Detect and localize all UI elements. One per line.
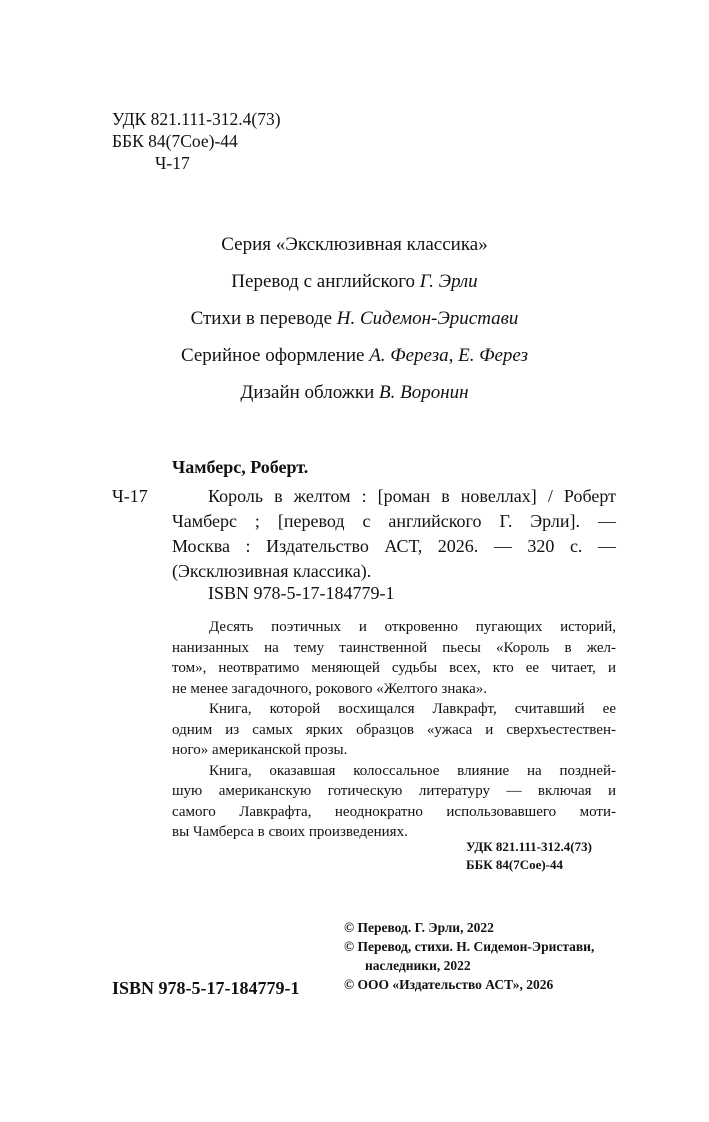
series-designer-name: А. Фереза, Е. Ферез <box>369 345 529 366</box>
cover-design-line <box>0 374 709 411</box>
poems-label: Стихи в переводе <box>190 308 333 329</box>
annotation-line: Книга, оказавшая колоссальное влияние на поздней- <box>209 762 616 779</box>
translation-label: Перевод с английского <box>231 271 416 292</box>
classification-block <box>112 108 281 174</box>
bib-line: (Эксклюзивная классика). <box>172 561 372 581</box>
copyright-translation: © Перевод. Г. Эрли, 2022 <box>344 920 494 935</box>
bib-line: Чамберс ; [перевод с английского Г. Эрли]. — <box>172 511 616 531</box>
annotation-line: том», неотвратимо меняющей судьбы всех, кто ее читает, и <box>172 660 616 676</box>
udk-code-bottom: УДК 821.111-312.4(73) <box>466 839 592 854</box>
copyright-poems: © Перевод, стихи. Н. Сидемон-Эристави, <box>344 939 595 954</box>
series-design-label: Серийное оформление <box>180 345 365 366</box>
bib-line: Король в желтом : [роман в новеллах] / Роберт <box>208 486 616 506</box>
copyright-poems-continuation: наследники, 2022 <box>365 958 471 973</box>
bbk-code: ББК 84(7Сое)-44 <box>112 131 238 151</box>
annotation-line: шую американскую готическую литературу — включая и <box>172 783 616 799</box>
isbn-line: ISBN 978-5-17-184779-1 <box>208 583 395 603</box>
annotation-line: самого Лавкрафта, неоднократно использовавшего моти- <box>172 803 616 820</box>
author-mark: Ч-17 <box>155 153 190 173</box>
bibliography-code: Ч-17 <box>112 486 148 506</box>
annotation-line: нанизанных на тему таинственной пьесы «Король в жел- <box>172 639 616 656</box>
isbn-footer: ISBN 978-5-17-184779-1 <box>112 978 300 998</box>
annotation-line: Книга, которой восхищался Лавкрафт, считавший ее <box>209 701 616 717</box>
bbk-code-bottom: ББК 84(7Сое)-44 <box>466 857 564 872</box>
annotation-line: не менее загадочного, рокового «Желтого знака». <box>172 680 487 697</box>
bib-line: Москва : Издательство АСТ, 2026. — 320 с. — <box>172 536 616 556</box>
cover-designer-name: В. Воронин <box>379 382 469 403</box>
copyright-publisher: © ООО «Издательство АСТ», 2026 <box>344 977 554 992</box>
author-heading: Чамберс, Роберт. <box>172 457 309 477</box>
cover-design-label: Дизайн обложки <box>240 382 375 403</box>
series-line: Серия «Эксклюзивная классика» <box>221 234 488 255</box>
translator-name: Г. Эрли <box>419 271 478 292</box>
annotation-line: Десять поэтичных и откровенно пугающих историй, <box>209 619 616 635</box>
annotation-line: ного» американской прозы. <box>172 742 348 758</box>
poems-line <box>0 300 709 337</box>
credits-block <box>0 226 709 411</box>
annotation-line: вы Чамберса в своих произведениях. <box>172 824 408 840</box>
translation-line <box>0 263 709 300</box>
bibliographic-description <box>172 484 616 584</box>
poems-translator-name: Н. Сидемон-Эристави <box>336 308 519 329</box>
copyright-block <box>344 918 594 994</box>
classification-bottom <box>466 838 592 874</box>
udk-code: УДК 821.111-312.4(73) <box>112 109 281 129</box>
series-design-line <box>0 337 709 374</box>
annotation-line: одним из самых ярких образцов «ужаса и сверхъестествен- <box>172 721 616 738</box>
annotation <box>172 617 616 843</box>
